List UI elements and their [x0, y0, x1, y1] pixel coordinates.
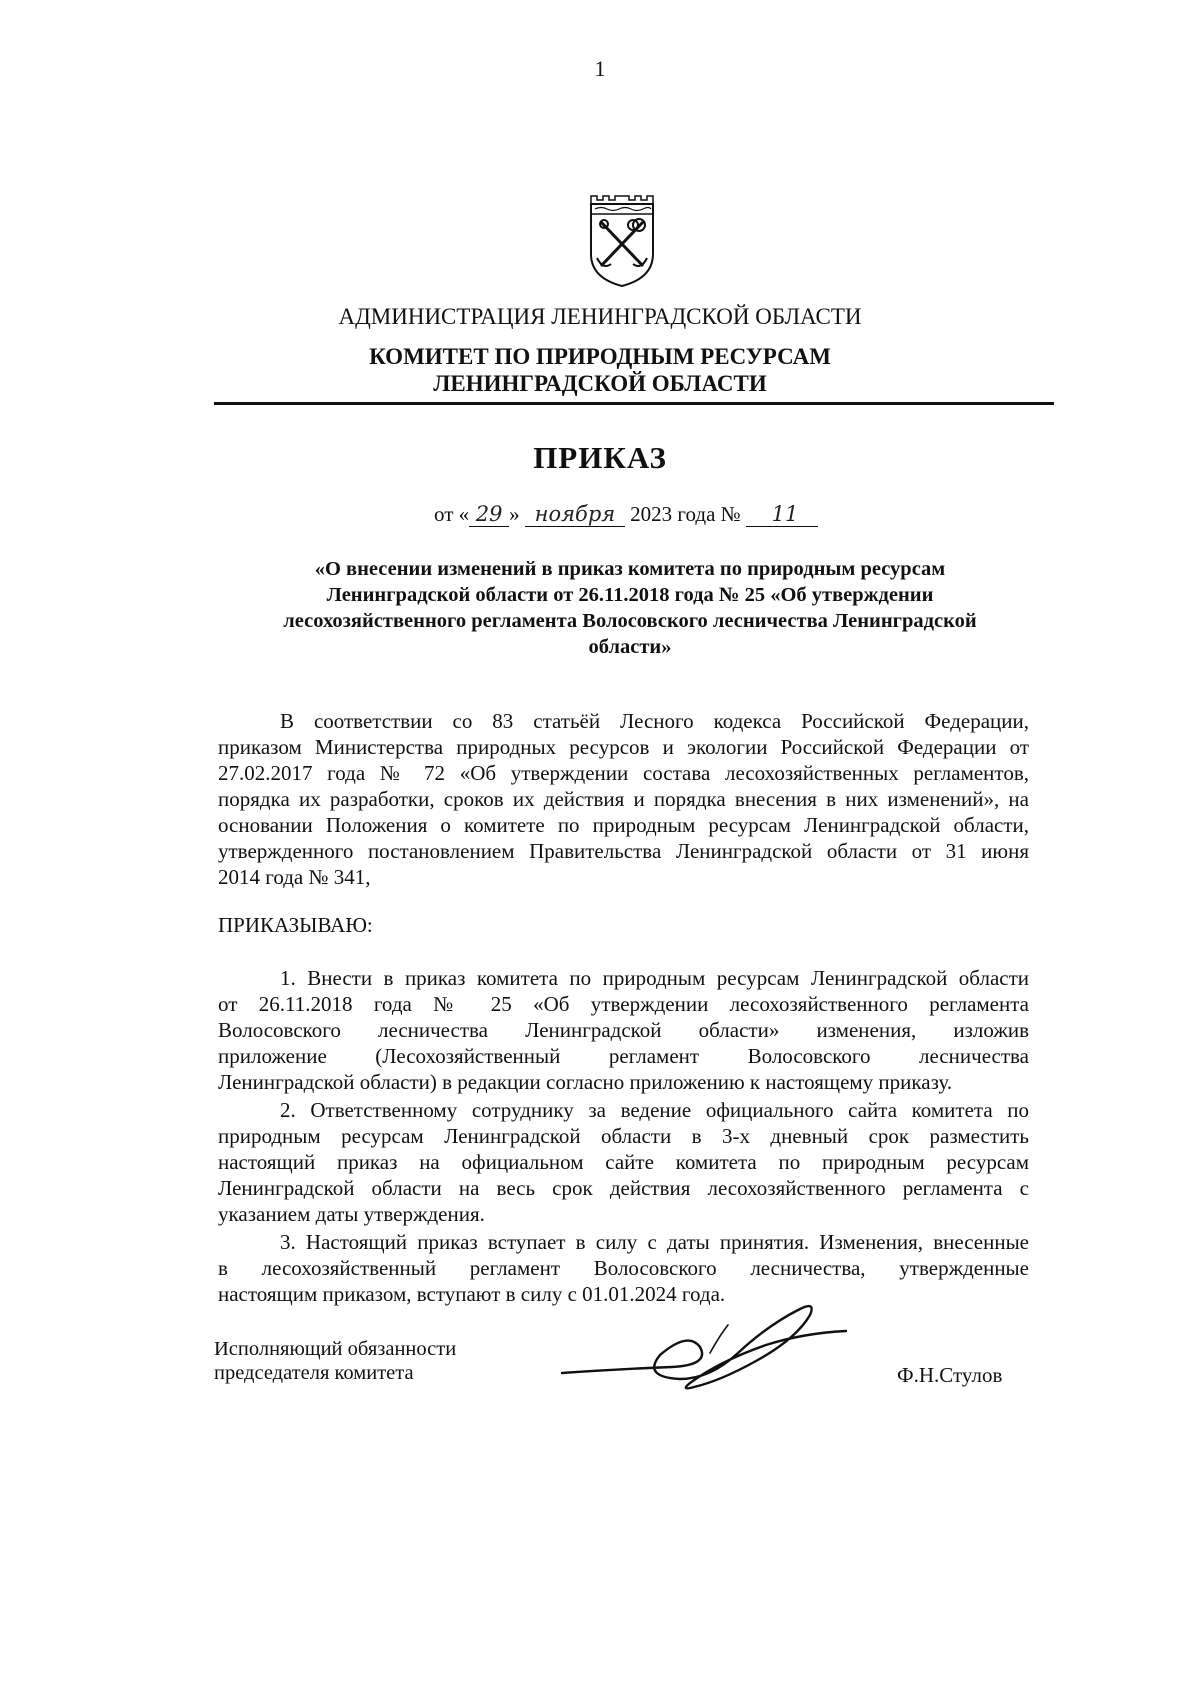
number-sign: № — [720, 502, 741, 526]
subject-line: области» — [588, 636, 672, 658]
signatory-role-line: Исполняющий обязанности — [214, 1338, 457, 1360]
decree-word: ПРИКАЗЫВАЮ: — [218, 913, 373, 937]
text-line: утвержденного постановлением Правительства Ленинградской области от 31 июня — [218, 839, 1029, 863]
order-item-1 — [218, 965, 1029, 1095]
order-subject — [220, 556, 1040, 660]
date-month: ноября — [525, 502, 625, 527]
text-line: 2014 года № 341, — [218, 865, 371, 889]
text-line: порядка их разработки, сроков их действия и порядка внесения в них изменений», на — [218, 787, 1029, 811]
text-line: приложение (Лесохозяйственный регламент Волосовского лесничества — [218, 1044, 1029, 1068]
text-line: настоящий приказ на официальном сайте комитета по природным ресурсам — [218, 1150, 1029, 1174]
committee-name — [0, 343, 1200, 397]
text-line: Волосовского лесничества Ленинградской области» изменения, изложив — [218, 1018, 1029, 1042]
subject-line: «О внесении изменений в приказ комитета по природным ресурсам — [314, 558, 946, 580]
leningrad-oblast-coat-of-arms-icon — [587, 192, 657, 288]
signatory-role — [214, 1337, 456, 1385]
organization-name: АДМИНИСТРАЦИЯ ЛЕНИНГРАДСКОЙ ОБЛАСТИ — [338, 304, 862, 329]
page-number: 1 — [594, 56, 606, 81]
text-line: 2. Ответственному сотруднику за ведение официального сайта комитета по — [280, 1098, 1029, 1122]
handwritten-signature — [560, 1295, 850, 1405]
subject-line: лесохозяйственного регламента Волосовского лесничества Ленинградской — [283, 610, 977, 632]
text-line: В соответствии со 83 статьёй Лесного кодекса Российской Федерации, — [280, 709, 1029, 733]
order-number: 11 — [746, 502, 818, 527]
text-line: Ленинградской области) в редакции согласно приложению к настоящему приказу. — [218, 1070, 953, 1094]
committee-name-line: КОМИТЕТ ПО ПРИРОДНЫМ РЕСУРСАМ — [369, 344, 831, 369]
order-item-2 — [218, 1097, 1029, 1227]
subject-line: Ленинградской области от 26.11.2018 года № 25 «Об утверждении — [326, 584, 934, 606]
date-mid: » — [509, 502, 520, 526]
text-line: 3. Настоящий приказ вступает в силу с даты принятия. Изменения, внесенные — [280, 1230, 1029, 1254]
text-line: 27.02.2017 года № 72 «Об утверждении состава лесохозяйственных регламентов, — [218, 761, 1029, 785]
date-year: 2023 года — [630, 502, 716, 526]
document-title: ПРИКАЗ — [533, 440, 667, 475]
text-line: от 26.11.2018 года № 25 «Об утверждении лесохозяйственного регламента — [218, 992, 1029, 1016]
date-prefix: от « — [434, 502, 470, 526]
header-divider — [214, 402, 1054, 405]
text-line: основании Положения о комитете по природным ресурсам Ленинградской области, — [218, 813, 1029, 837]
text-line: указанием даты утверждения. — [218, 1202, 485, 1226]
text-line: природным ресурсам Ленинградской области в 3-х дневный срок разместить — [218, 1124, 1029, 1148]
committee-name-line: ЛЕНИНГРАДСКОЙ ОБЛАСТИ — [433, 371, 767, 396]
signatory-role-line: председателя комитета — [214, 1362, 414, 1384]
text-line: настоящим приказом, вступают в силу с 01.01.2024 года. — [218, 1282, 726, 1306]
order-date-line — [434, 502, 818, 527]
text-line: в лесохозяйственный регламент Волосовского лесничества, утвержденные — [218, 1256, 1029, 1280]
text-line: 1. Внести в приказ комитета по природным ресурсам Ленинградской области — [280, 966, 1029, 990]
text-line: приказом Министерства природных ресурсов и экологии Российской Федерации от — [218, 735, 1029, 759]
signatory-name: Ф.Н.Стулов — [897, 1363, 1003, 1387]
text-line: Ленинградской области на весь срок действия лесохозяйственного регламента с — [218, 1176, 1029, 1200]
date-day: 29 — [469, 502, 509, 527]
preamble-paragraph — [218, 708, 1029, 890]
